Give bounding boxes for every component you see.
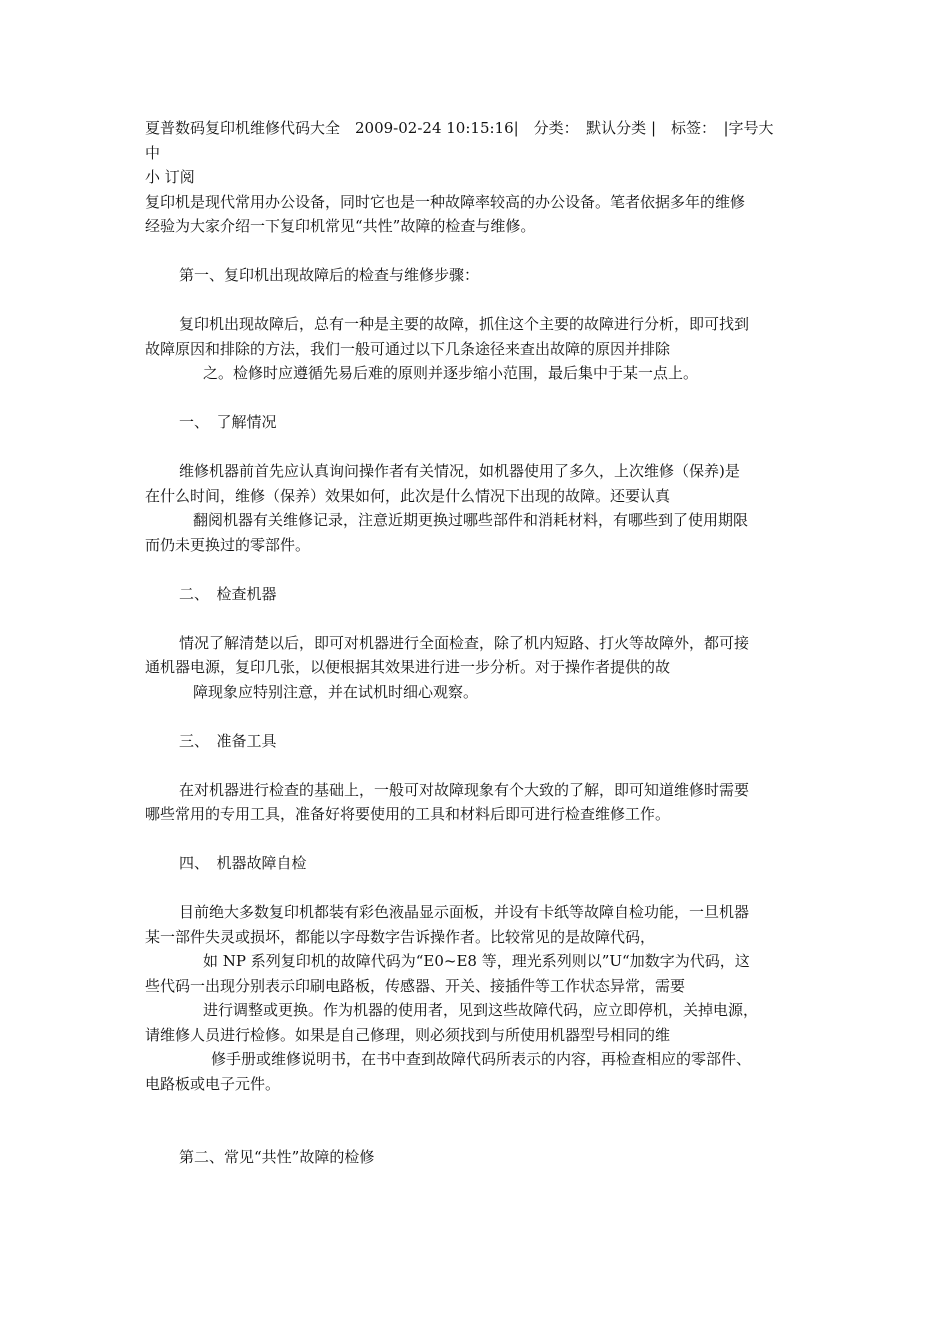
section-heading-4: 四、 机器故障自检	[179, 854, 307, 872]
section-4-line: 请维修人员进行检修。如果是自己修理，则必须找到与所使用机器型号相同的维	[145, 1025, 671, 1044]
header-line: 小 订阅	[145, 168, 195, 186]
section-4-line: 如 NP 系列复印机的故障代码为“E0~E8 等，理光系列则以”U“加数字为代码，这	[203, 952, 750, 970]
section-4-line: 修手册或维修说明书，在书中查到故障代码所表示的内容，再检查相应的零部件、	[211, 1050, 752, 1068]
header-line: 中	[145, 143, 161, 162]
section-3-line: 在对机器进行检查的基础上，一般可对故障现象有个大致的了解，即可知道维修时需要	[179, 780, 750, 799]
section-1-line: 维修机器前首先应认真询问操作者有关情况，如机器使用了多久，上次维修（保养)是	[179, 462, 740, 480]
section-heading-1: 一、 了解情况	[179, 413, 277, 431]
section-4-line: 某一部件失灵或损坏，都能以字母数字告诉操作者。比较常见的是故障代码，	[145, 927, 656, 946]
part1-para-line: 复印机出现故障后，总有一种是主要的故障，抓住这个主要的故障进行分析，即可找到	[179, 315, 750, 333]
section-1-line: 翻阅机器有关维修记录，注意近期更换过哪些部件和消耗材料，有哪些到了使用期限	[193, 511, 749, 529]
intro-line: 复印机是现代常用办公设备，同时它也是一种故障率较高的办公设备。笔者依据多年的维修	[145, 192, 746, 211]
part1-para-line: 之。检修时应遵循先易后难的原则并逐步缩小范围，最后集中于某一点上。	[203, 364, 699, 382]
section-1-line: 在什么时间，维修（保养）效果如何，此次是什么情况下出现的故障。还要认真	[145, 486, 671, 505]
section-4-line: 目前绝大多数复印机都装有彩色液晶显示面板，并设有卡纸等故障自检功能，一旦机器	[179, 903, 750, 921]
section-4-line: 进行调整或更换。作为机器的使用者，见到这些故障代码，应立即停机，关掉电源，	[203, 1001, 759, 1019]
part2-heading: 第二、常见“共性”故障的检修	[179, 1148, 375, 1166]
section-heading-2: 二、 检查机器	[179, 584, 277, 603]
part1-para-line: 故障原因和排除的方法，我们一般可通过以下几条途径来查出故障的原因并排除	[145, 339, 671, 358]
section-2-line: 障现象应特别注意，并在试机时细心观察。	[193, 682, 479, 701]
section-1-line: 而仍未更换过的零部件。	[145, 535, 311, 554]
section-2-line: 情况了解清楚以后，即可对机器进行全面检查，除了机内短路、打火等故障外，都可接	[179, 633, 750, 652]
document-body	[145, 116, 810, 1170]
section-4-line: 电路板或电子元件。	[145, 1074, 281, 1093]
section-2-line: 通机器电源，复印几张，以便根据其效果进行进一步分析。对于操作者提供的故	[145, 658, 671, 676]
part1-heading: 第一、复印机出现故障后的检查与维修步骤：	[179, 266, 480, 284]
section-heading-3: 三、 准备工具	[179, 731, 277, 750]
header-line: 夏普数码复印机维修代码大全 2009-02-24 10:15:16| 分类： 默认分类 | 标签： |字号大	[145, 119, 774, 137]
section-4-line: 些代码一出现分别表示印刷电路板，传感器、开关、接插件等工作状态异常，需要	[145, 976, 686, 995]
intro-line: 经验为大家介绍一下复印机常见“共性”故障的检查与维修。	[145, 217, 536, 235]
section-3-line: 哪些常用的专用工具，准备好将要使用的工具和材料后即可进行检查维修工作。	[145, 805, 671, 823]
